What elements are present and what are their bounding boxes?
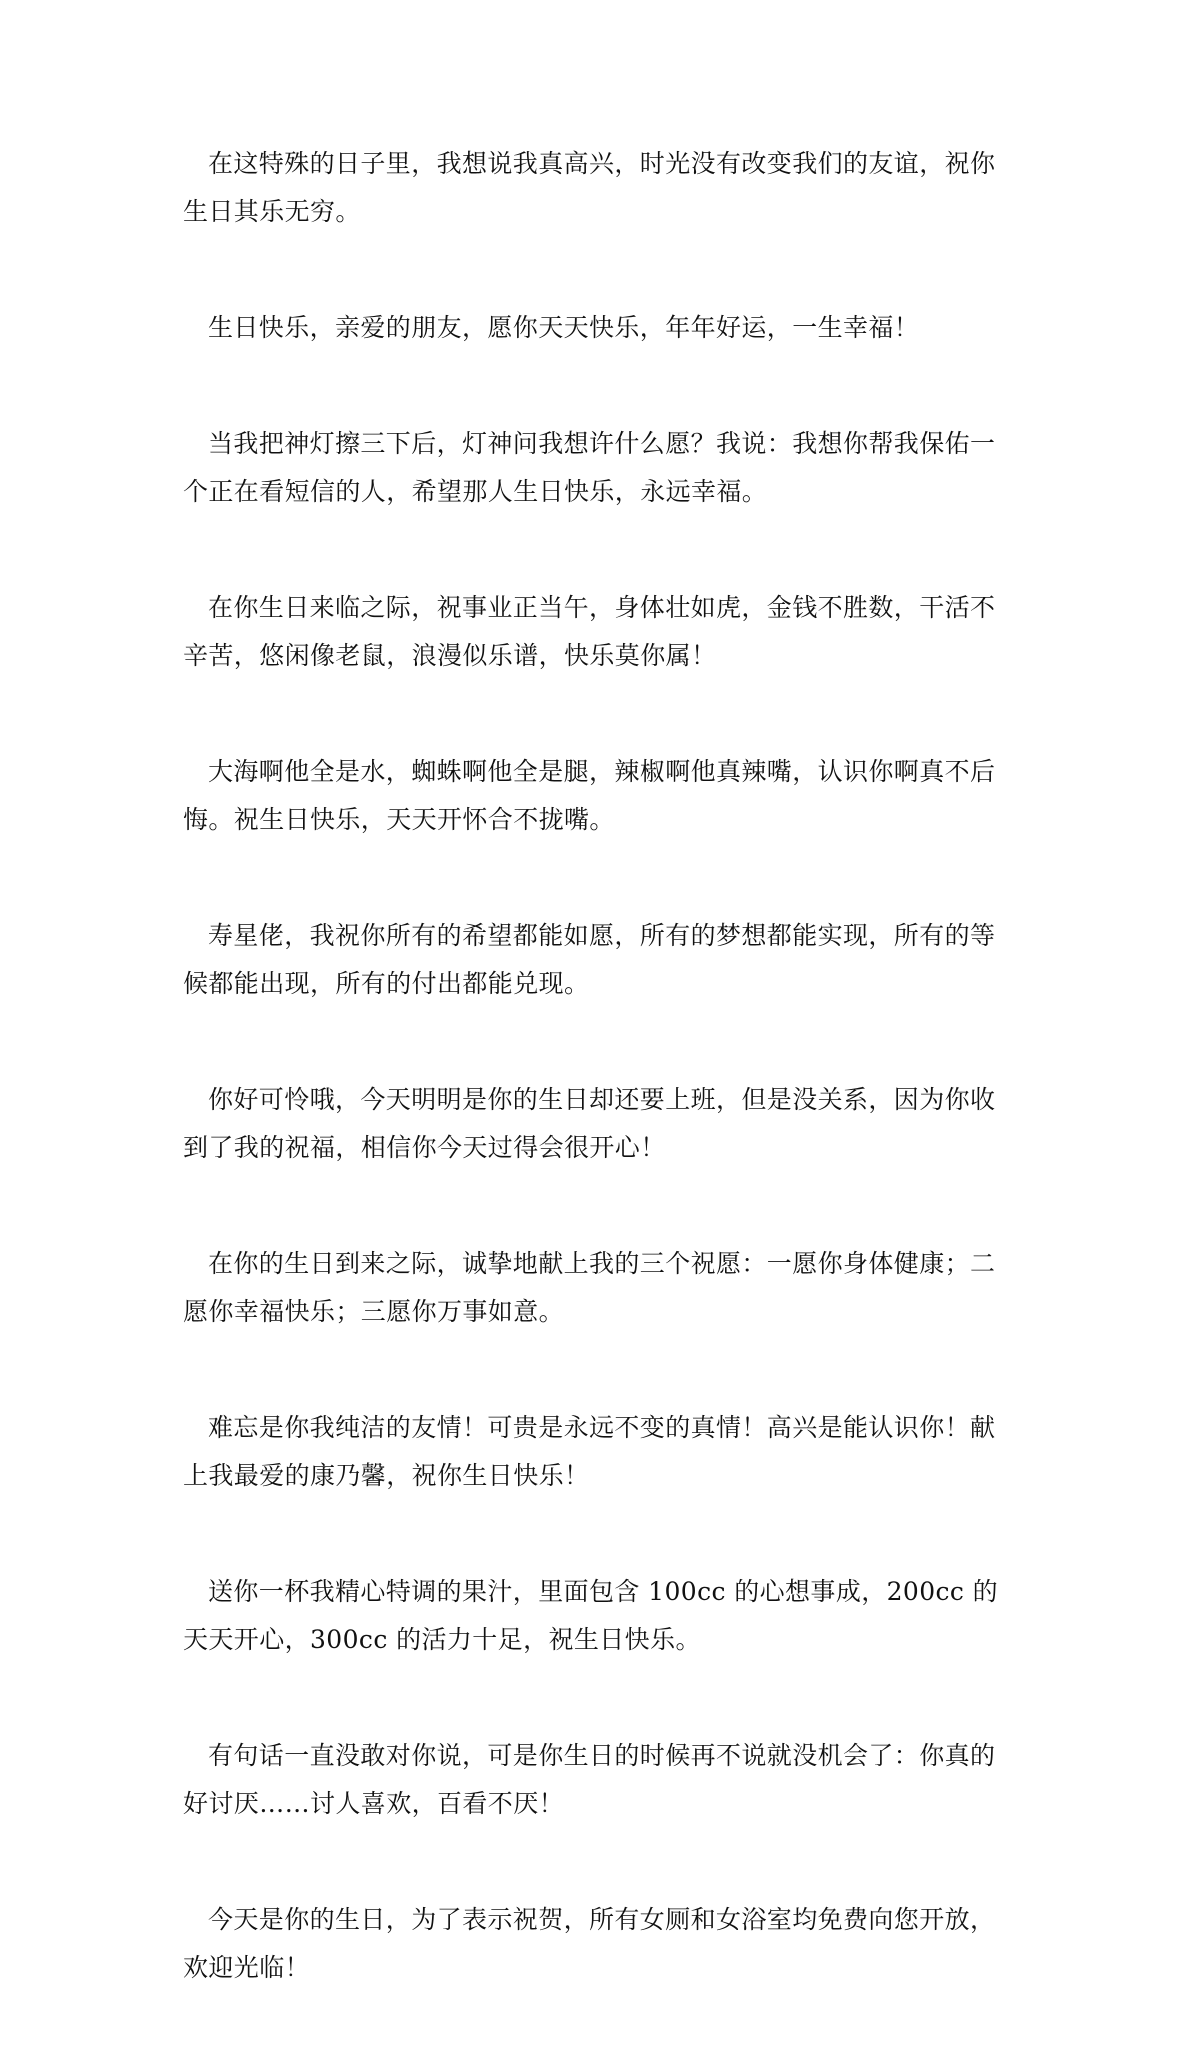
paragraph-1: 在这特殊的日子里，我想说我真高兴，时光没有改变我们的友谊，祝你生日其乐无穷。: [183, 149, 996, 226]
paragraph-2: 生日快乐，亲爱的朋友，愿你天天快乐，年年好运，一生幸福！: [208, 313, 920, 342]
paragraph-4: 在你生日来临之际，祝事业正当午，身体壮如虎，金钱不胜数，干活不辛苦，悠闲像老鼠，浪漫似乐谱，快乐莫你属！: [183, 593, 996, 670]
paragraph-12: 今天是你的生日，为了表示祝贺，所有女厕和女浴室均免费向您开放，欢迎光临！: [183, 1905, 996, 1982]
paragraph-8: 在你的生日到来之际，诚挚地献上我的三个祝愿：一愿你身体健康；二愿你幸福快乐；三愿你万事如意。: [183, 1249, 996, 1326]
paragraph-7: 你好可怜哦，今天明明是你的生日却还要上班，但是没关系，因为你收到了我的祝福，相信你今天过得会很开心！: [183, 1085, 996, 1162]
paragraph-9: 难忘是你我纯洁的友情！可贵是永远不变的真情！高兴是能认识你！献上我最爱的康乃馨，祝你生日快乐！: [183, 1413, 996, 1490]
paragraph-10: 送你一杯我精心特调的果汁，里面包含 100cc 的心想事成，200cc 的天天开心，300cc 的活力十足，祝生日快乐。: [183, 1577, 999, 1654]
document-body: [183, 140, 1013, 2060]
paragraph-3: 当我把神灯擦三下后，灯神问我想许什么愿？我说：我想你帮我保佑一个正在看短信的人，希望那人生日快乐，永远幸福。: [183, 429, 996, 506]
paragraph-6: 寿星佬，我祝你所有的希望都能如愿，所有的梦想都能实现，所有的等候都能出现，所有的付出都能兑现。: [183, 921, 996, 998]
paragraph-5: 大海啊他全是水，蜘蛛啊他全是腿，辣椒啊他真辣嘴，认识你啊真不后悔。祝生日快乐，天天开怀合不拢嘴。: [183, 757, 996, 834]
paragraph-11: 有句话一直没敢对你说，可是你生日的时候再不说就没机会了：你真的好讨厌……讨人喜欢，百看不厌！: [183, 1741, 996, 1818]
